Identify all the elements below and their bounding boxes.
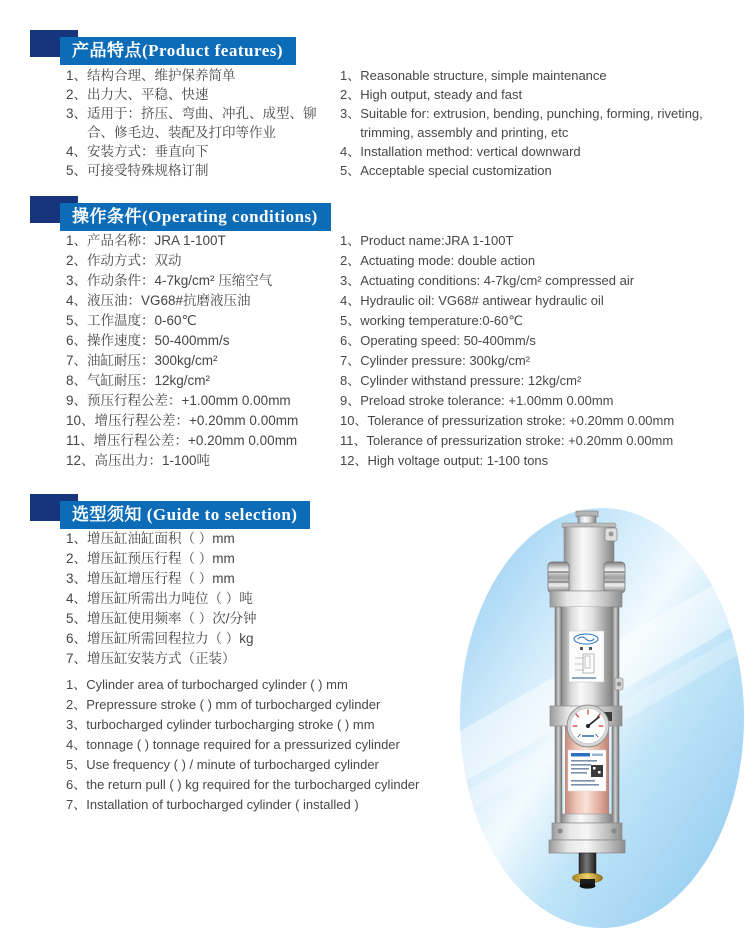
list-item: 4、 Hydraulic oil: VG68# antiwear hydraulic oil (340, 293, 604, 308)
product-info-label (568, 750, 606, 791)
section-title-product-features: 产品特点(Product features) (60, 37, 296, 65)
list-item: 12、 High voltage output: 1-100 tons (340, 453, 549, 468)
list-item: 2、 增压缸预压行程（ ）mm (66, 551, 235, 566)
list-item: 4、 增压缸所需出力吨位（ ）吨 (66, 591, 253, 606)
list-item: 1、 Product name:JRA 1-100T (340, 233, 514, 248)
features-list-en (340, 66, 712, 180)
list-item: 4、 液压油：VG68#抗磨液压油 (66, 293, 251, 308)
list-item: 8、 Cylinder withstand pressure: 12kg/cm² (340, 373, 582, 388)
bottom-plate (552, 823, 622, 840)
list-item: 12、 高压出力：1-100吨 (66, 453, 211, 468)
section-title-guide-to-selection: 选型须知 (Guide to selection) (60, 501, 310, 529)
list-item: 5、 Acceptable special customization (340, 163, 552, 178)
section-title-operating-conditions: 操作条件(Operating conditions) (60, 203, 331, 231)
list-item: 1、 Reasonable structure, simple maintenance (340, 68, 607, 83)
list-item: 11、 Tolerance of pressurization stroke: +0.20mm 0.00mm (340, 433, 674, 448)
list-item: 11、 增压行程公差：+0.20mm 0.00mm (66, 433, 298, 448)
list-item: 6、 Operating speed: 50-400mm/s (340, 333, 536, 348)
list-item: 5、 增压缸使用频率（ ）次/分钟 (66, 611, 257, 626)
cylinder-assembly (548, 511, 625, 889)
list-item: 7、 增压缸安装方式（正装） (66, 651, 236, 666)
list-item: 1、 Cylinder area of turbocharged cylinder ( ) mm (66, 677, 348, 692)
list-item: 7、 Installation of turbocharged cylinder ( installed ) (66, 797, 359, 812)
body-spec-label (569, 631, 604, 682)
list-item: 1、 产品名称：JRA 1-100T (66, 233, 226, 248)
top-plate (550, 591, 622, 607)
selection-list-cn (66, 529, 396, 669)
list-item: 1、 增压缸油缸面积（ ）mm (66, 531, 235, 546)
list-item: 10、 Tolerance of pressurization stroke: +0.20mm 0.00mm (340, 413, 675, 428)
list-item: 6、 增压缸所需回程拉力（ ）kg (66, 631, 254, 646)
list-item: 9、 Preload stroke tolerance: +1.00mm 0.00mm (340, 393, 614, 408)
list-item: 2、 出力大、平稳、快速 (66, 87, 209, 102)
list-item: 10、 增压行程公差：+0.20mm 0.00mm (66, 413, 299, 428)
list-item: 7、 油缸耐压：300kg/cm² (66, 353, 218, 368)
list-item: 6、 the return pull ( ) kg required for the turbocharged cylinder (66, 777, 420, 792)
list-item: 8、 气缸耐压：12kg/cm² (66, 373, 211, 388)
list-item: 3、 适用于：挤压、弯曲、冲孔、成型、铆合、修毛边、装配及打印等作业 (66, 106, 317, 140)
list-item: 1、 结构合理、维护保养简单 (66, 68, 236, 83)
list-item: 3、 turbocharged cylinder turbocharging stroke ( ) mm (66, 717, 375, 732)
list-item: 7、 Cylinder pressure: 300kg/cm² (340, 353, 531, 368)
list-item: 5、 Use frequency ( ) / minute of turbocharged cylinder (66, 757, 379, 772)
qr-code (591, 765, 603, 777)
list-item: 4、 tonnage ( ) tonnage required for a pressurized cylinder (66, 737, 400, 752)
conditions-list-cn (66, 231, 346, 471)
product-photo-booster-cylinder (452, 498, 748, 936)
list-item: 3、 作动条件：4-7kg/cm² 压缩空气 (66, 273, 273, 288)
list-item: 3、 Suitable for: extrusion, bending, punching, forming, riveting, trimming, assembly and printing, etc (340, 106, 703, 140)
list-item: 5、 working temperature:0-60℃ (340, 313, 523, 328)
list-item: 2、 Actuating mode: double action (340, 253, 536, 268)
selection-list-en (66, 675, 486, 815)
conditions-list-en (340, 231, 745, 471)
list-item: 9、 预压行程公差：+1.00mm 0.00mm (66, 393, 291, 408)
features-list-cn (66, 66, 342, 180)
list-item: 3、 增压缸增压行程（ ）mm (66, 571, 235, 586)
list-item: 6、 操作速度：50-400mm/s (66, 333, 230, 348)
list-item: 5、 可接受特殊规格订制 (66, 163, 209, 178)
list-item: 4、 Installation method: vertical downward (340, 144, 581, 159)
list-item: 2、 Prepressure stroke ( ) mm of turbocharged cylinder (66, 697, 381, 712)
lower-collar (562, 814, 612, 823)
list-item: 5、 工作温度：0-60℃ (66, 313, 197, 328)
booster-cylinder-illustration (452, 498, 748, 936)
list-item: 2、 High output, steady and fast (340, 87, 523, 102)
side-port (615, 678, 623, 690)
list-item: 4、 安装方式：垂直向下 (66, 144, 209, 159)
bottom-block (549, 840, 625, 853)
list-item: 2、 作动方式：双动 (66, 253, 182, 268)
list-item: 3、 Actuating conditions: 4-7kg/cm² compressed air (340, 273, 635, 288)
